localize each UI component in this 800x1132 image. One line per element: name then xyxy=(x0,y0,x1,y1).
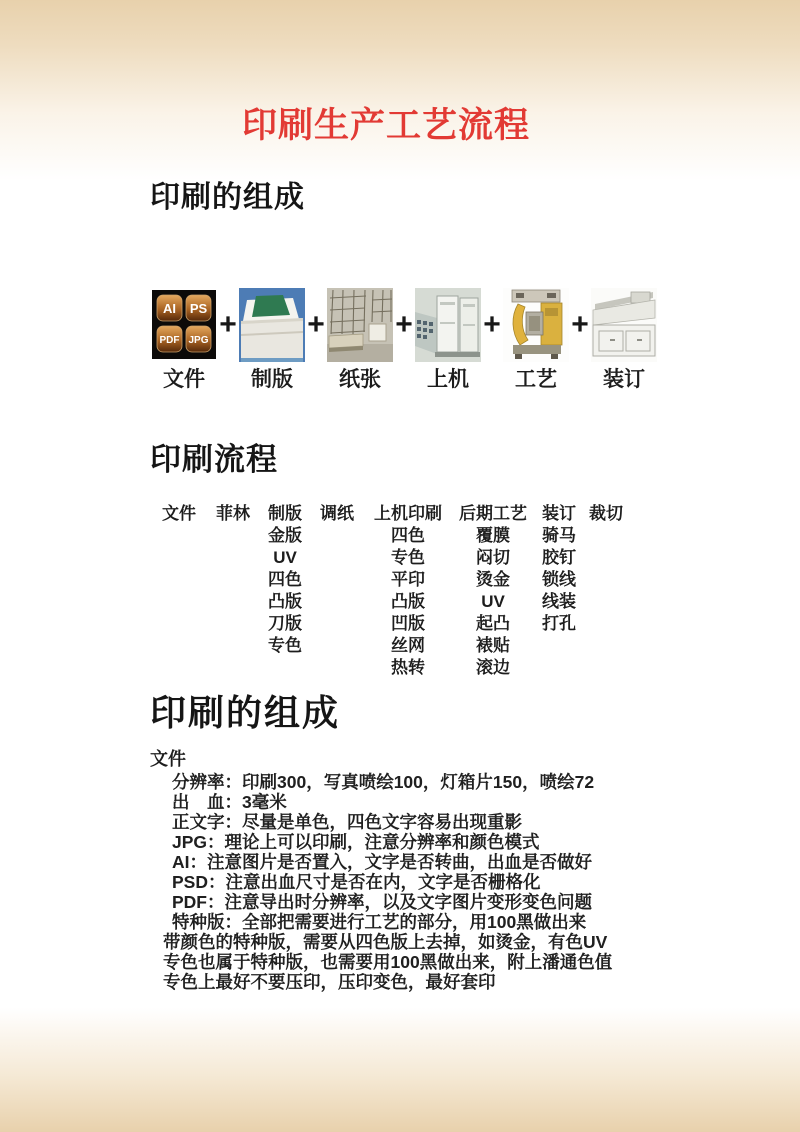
composition-item-file xyxy=(150,288,218,391)
flow-column-printing xyxy=(371,503,445,679)
flow-column-header: 后期工艺 xyxy=(459,504,527,523)
flow-item: 平印 xyxy=(391,570,425,589)
notes-list xyxy=(150,772,710,992)
note-line: PDF：注意导出时分辨率，以及文字图片变形变色问题 xyxy=(172,892,592,912)
composition-caption-process: 工艺 xyxy=(515,368,557,391)
section-flow xyxy=(0,441,800,693)
plus-separator: + xyxy=(483,308,501,341)
jpg-icon-label: JPG xyxy=(188,335,209,346)
composition-caption-paper: 纸张 xyxy=(339,368,381,391)
composition-item-binding xyxy=(590,288,658,391)
flow-item: 骑马 xyxy=(542,526,576,545)
note-line: AI：注意图片是否置入，文字是否转曲，出血是否做好 xyxy=(172,852,592,872)
page-title: 印刷生产工艺流程 xyxy=(241,106,530,145)
flow-item: 热转 xyxy=(391,658,425,677)
flow-item-list xyxy=(531,525,587,635)
flow-item: 打孔 xyxy=(542,614,576,633)
flow-item: 刀版 xyxy=(268,614,302,633)
ps-icon-label: PS xyxy=(189,301,208,316)
flow-item-list xyxy=(456,525,530,679)
note-line: 带颜色的特种版，需要从四色版上去掉，如烫金，有色UV xyxy=(163,932,608,952)
composition-image-row xyxy=(150,288,658,391)
flow-column-header: 上机印刷 xyxy=(374,504,442,523)
flow-item: 四色 xyxy=(391,526,425,545)
flow-item: 专色 xyxy=(268,636,302,655)
platemaking-machine-image xyxy=(238,288,306,362)
die-cutting-machine-image xyxy=(502,288,570,362)
flow-item-list xyxy=(258,525,312,657)
flow-item: 凹版 xyxy=(391,614,425,633)
flow-column-post-process xyxy=(456,503,530,679)
note-line: 专色也属于特种版，也需要用100黑做出来，附上潘通色值 xyxy=(163,952,613,972)
flow-item: 滚边 xyxy=(476,658,510,677)
flow-item: 专色 xyxy=(391,548,425,567)
flow-item: 金版 xyxy=(268,526,302,545)
file-format-icons-image xyxy=(150,288,218,362)
flow-column-header: 制版 xyxy=(268,504,302,523)
composition-item-paper xyxy=(326,288,394,391)
flow-item: 烫金 xyxy=(476,570,510,589)
flow-item: UV xyxy=(273,548,297,567)
composition-caption-press: 上机 xyxy=(427,368,469,391)
flow-item: 起凸 xyxy=(476,614,510,633)
flow-column-film xyxy=(206,503,260,525)
note-line: 专色上最好不要压印，压印变色，最好套印 xyxy=(163,972,496,992)
composition-caption-binding: 装订 xyxy=(603,368,645,391)
flow-column-header: 裁切 xyxy=(589,504,623,523)
notes-heading: 印刷的组成 xyxy=(150,692,341,733)
flow-item: 锁线 xyxy=(542,570,576,589)
flow-item: 凸版 xyxy=(391,592,425,611)
composition-item-press xyxy=(414,288,482,391)
plus-separator: + xyxy=(307,308,325,341)
binding-machine-image xyxy=(590,288,658,362)
pdf-icon-label: PDF xyxy=(159,335,180,346)
paper-storage-image xyxy=(326,288,394,362)
printing-press-image xyxy=(414,288,482,362)
notes-subheading: 文件 xyxy=(150,749,186,769)
flow-item: 裱贴 xyxy=(476,636,510,655)
section-file-notes xyxy=(150,692,710,992)
composition-caption-file: 文件 xyxy=(163,368,205,391)
flow-item: 四色 xyxy=(268,570,302,589)
flow-item: UV xyxy=(481,592,505,611)
note-line: JPG：理论上可以印刷，注意分辨率和颜色模式 xyxy=(172,832,540,852)
flow-item: 线装 xyxy=(542,592,576,611)
flow-column-paper-prep xyxy=(309,503,365,525)
flow-item: 胶钉 xyxy=(542,548,576,567)
plus-separator: + xyxy=(395,308,413,341)
flow-column-file xyxy=(152,503,206,525)
note-line: 正文字：尽量是单色，四色文字容易出现重影 xyxy=(172,812,522,832)
flow-column-header: 菲林 xyxy=(216,504,250,523)
note-line: 分辨率：印刷300，写真喷绘100，灯箱片150，喷绘72 xyxy=(172,772,595,792)
flow-item: 闷切 xyxy=(476,548,510,567)
flow-item: 凸版 xyxy=(268,592,302,611)
composition-heading: 印刷的组成 xyxy=(150,181,305,214)
flow-column-platemaking xyxy=(258,503,312,657)
section-composition xyxy=(150,180,658,391)
flow-item: 覆膜 xyxy=(476,526,510,545)
composition-item-platemaking xyxy=(238,288,306,391)
flow-heading: 印刷流程 xyxy=(150,442,278,477)
note-line: 特种版：全部把需要进行工艺的部分，用100黑做出来 xyxy=(172,912,587,932)
flow-column-header: 文件 xyxy=(162,504,196,523)
flow-column-header: 调纸 xyxy=(320,504,354,523)
flow-table xyxy=(0,503,800,693)
composition-item-process xyxy=(502,288,570,391)
flow-column-cutting xyxy=(578,503,634,525)
ai-icon-label: AI xyxy=(163,301,176,316)
flow-item: 丝网 xyxy=(391,636,425,655)
flow-column-header: 装订 xyxy=(542,504,576,523)
flow-item-list xyxy=(371,525,445,679)
plus-separator: + xyxy=(571,308,589,341)
note-line: 出 血：3毫米 xyxy=(172,792,287,812)
plus-separator: + xyxy=(219,308,237,341)
note-line: PSD：注意出血尺寸是否在内，文字是否栅格化 xyxy=(172,872,541,892)
composition-caption-platemaking: 制版 xyxy=(251,368,293,391)
